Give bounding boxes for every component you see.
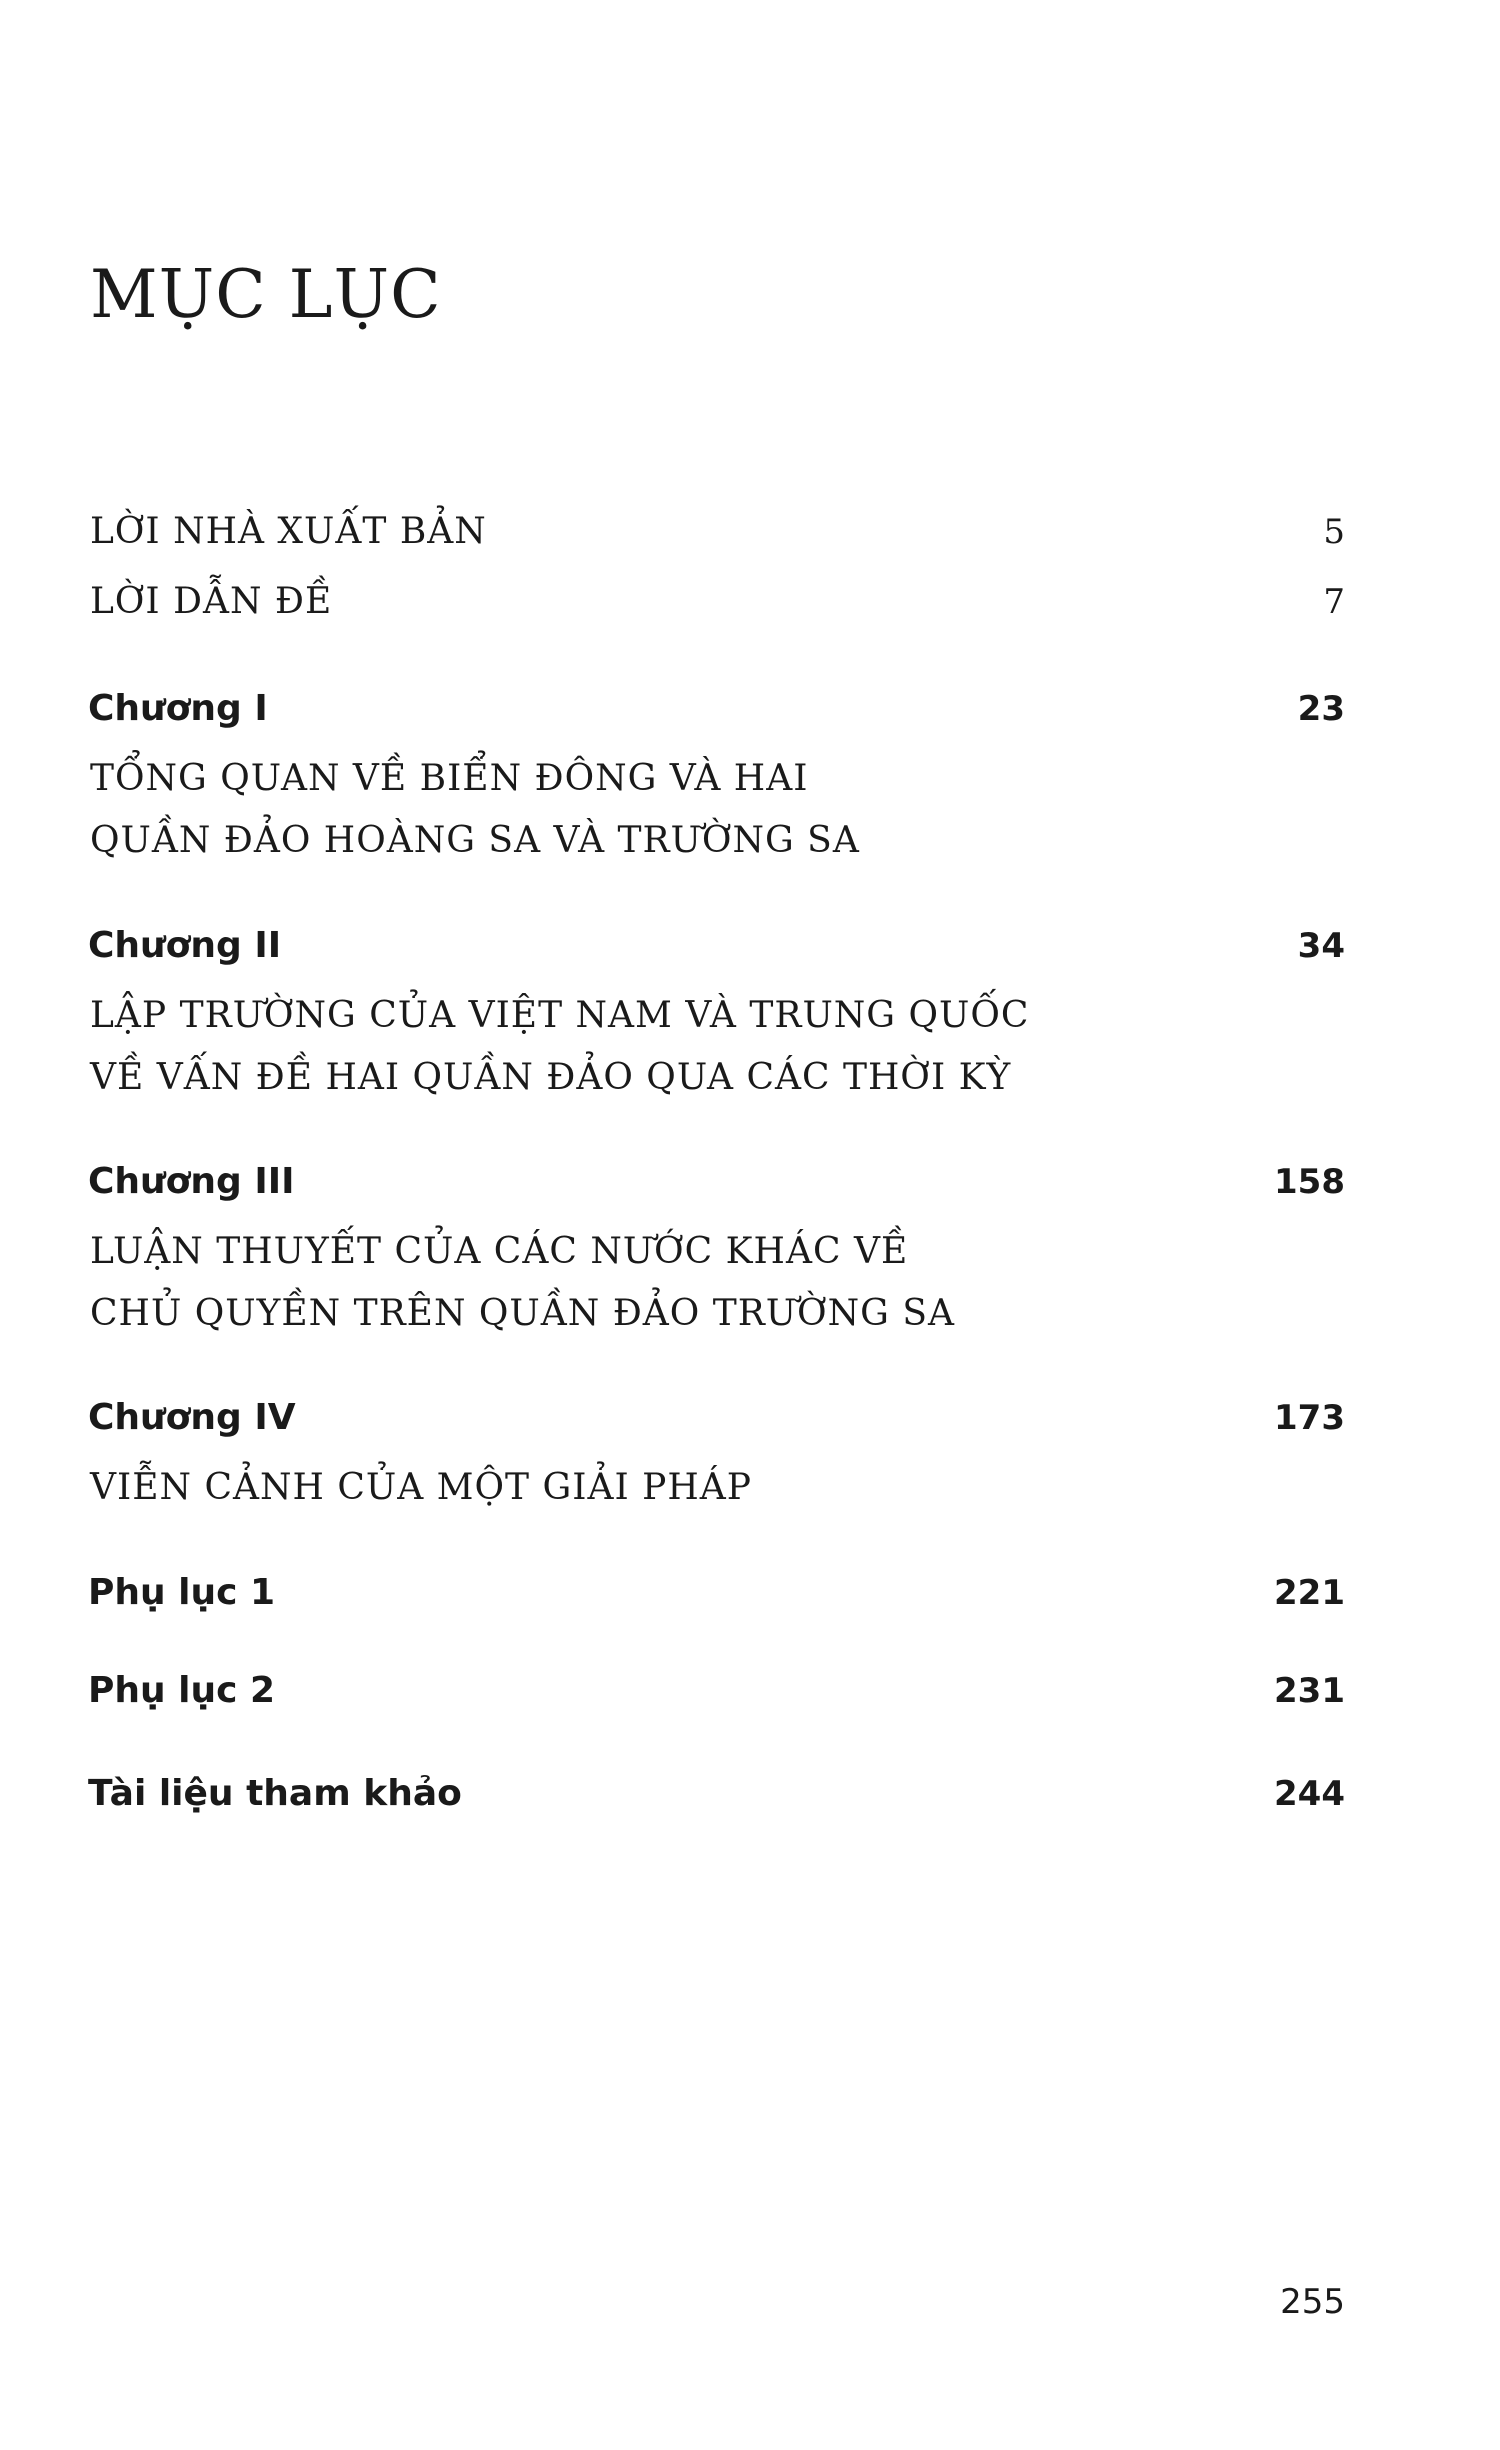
chapter-title-line: TỔNG QUAN VỀ BIỂN ĐÔNG VÀ HAI (90, 758, 809, 799)
chapter-page: 34 (1297, 926, 1345, 966)
chapter-label: Chương II (88, 925, 282, 966)
chapter-title-line: VỀ VẤN ĐỀ HAI QUẦN ĐẢO QUA CÁC THỜI KỲ (90, 1057, 1012, 1098)
toc-entry-label: Tài liệu tham khảo (88, 1773, 462, 1814)
chapter-label: Chương I (88, 688, 268, 729)
chapter-label: Chương III (88, 1161, 295, 1202)
chapter-title-line: LUẬN THUYẾT CỦA CÁC NƯỚC KHÁC VỀ (90, 1231, 909, 1272)
toc-entry-page: 244 (1274, 1774, 1345, 1814)
chapter-page: 173 (1274, 1398, 1345, 1438)
toc-entry-label: LỜI NHÀ XUẤT BẢN (90, 511, 487, 552)
chapter-title-line: LẬP TRƯỜNG CỦA VIỆT NAM VÀ TRUNG QUỐC (90, 995, 1030, 1036)
chapter-title-line: CHỦ QUYỀN TRÊN QUẦN ĐẢO TRƯỜNG SA (90, 1293, 956, 1334)
chapter-page: 158 (1274, 1162, 1345, 1202)
chapter-title-line: VIỄN CẢNH CỦA MỘT GIẢI PHÁP (90, 1467, 752, 1508)
chapter-page: 23 (1297, 689, 1345, 729)
toc-entry-label: Phụ lục 2 (88, 1670, 276, 1711)
toc-entry-label: LỜI DẪN ĐỀ (90, 581, 333, 622)
toc-entry-page: 221 (1274, 1573, 1345, 1613)
toc-entry-page: 7 (1323, 582, 1345, 622)
chapter-label: Chương IV (88, 1397, 296, 1438)
page-number: 255 (1280, 2282, 1345, 2322)
page-title: MỤC LỤC (90, 256, 442, 333)
chapter-title-line: QUẦN ĐẢO HOÀNG SA VÀ TRƯỜNG SA (90, 820, 860, 861)
toc-entry-page: 5 (1323, 512, 1345, 552)
toc-entry-page: 231 (1274, 1671, 1345, 1711)
toc-entry-label: Phụ lục 1 (88, 1572, 276, 1613)
